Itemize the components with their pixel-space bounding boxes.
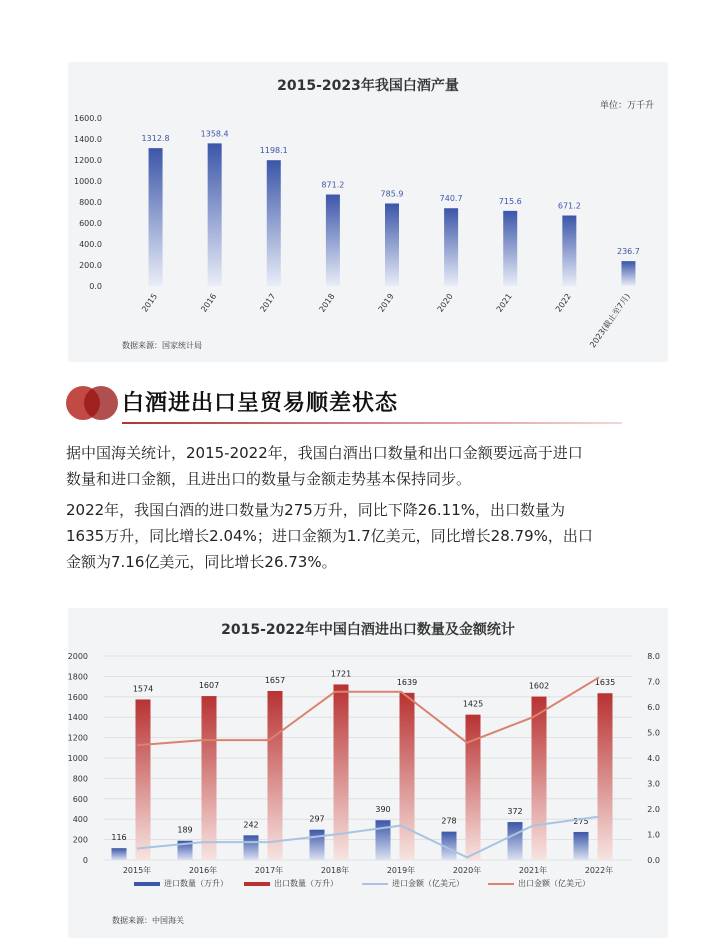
y-tick-label: 1600.0 [74,114,102,123]
bar-value-label: 785.9 [380,189,404,199]
import-qty-label: 275 [573,816,589,826]
y-tick-label: 800.0 [79,198,102,207]
bar-value-label: 740.7 [439,194,463,204]
production-bar [208,143,222,286]
y2-tick-label: 1.0 [647,830,660,840]
legend-label-export-value: 出口金额（亿美元） [518,879,590,888]
y-tick-label: 1600 [67,692,88,702]
y-tick-label: 1200 [67,733,88,743]
y-tick-label: 200.0 [79,261,102,270]
y-tick-label: 1200.0 [74,156,102,165]
legend-import-qty [134,878,228,889]
production-chart-panel [68,62,668,362]
legend-label-export-qty: 出口数量（万升） [274,879,338,888]
y-tick-label: 0.0 [89,282,102,291]
y-tick-label: 1400 [67,713,88,723]
production-bar [503,211,517,286]
bar-value-label: 1358.4 [200,129,229,139]
y-tick-label: 200 [72,835,88,845]
export-qty-bar [268,691,283,860]
y2-tick-label: 6.0 [647,703,660,712]
bar-value-label: 1312.8 [141,134,170,144]
import-qty-bar [574,832,589,860]
production-bar [385,203,399,286]
y-tick-label: 0 [82,856,88,865]
y-tick-label: 600.0 [79,219,102,228]
production-bar [326,195,340,286]
trade-chart-panel [68,608,668,938]
section-heading [66,382,666,426]
chart2-title: 2015-2022年中国白酒进出口数量及金额统计 [221,622,515,638]
y2-tick-label: 7.0 [647,677,660,687]
chart1-unit: 单位：万千升 [599,101,654,111]
x-tick-label: 2020 [435,291,455,314]
production-bar [621,261,635,286]
paragraph-2-line-1: 2022年，我国白酒的进口数量为275万升，同比下降26.11%，出口数量为 [66,501,566,519]
y-tick-label: 400 [72,815,88,825]
x-tick-label: 2015 [140,291,160,314]
paragraph-2-line-3: 金额为7.16亿美元，同比增长26.73%。 [66,553,337,571]
production-bar [149,148,163,286]
x-tick-label: 2021年 [518,866,548,875]
export-qty-label: 1721 [330,669,352,679]
x-tick-label: 2016 [199,291,219,314]
import-qty-bar [508,822,523,860]
heading-underline [122,422,622,424]
export-qty-bar [532,697,547,860]
production-bar-chart [68,62,668,362]
x-tick-label: 2019年 [386,866,416,875]
export-qty-bar [400,693,415,860]
y2-tick-label: 4.0 [647,754,660,763]
legend-export-qty [244,878,338,889]
y-tick-label: 1800 [67,672,88,682]
paragraph-1-line-2: 数量和进口金额，且进出口的数量与金额走势基本保持同步。 [66,470,472,488]
import-qty-bar [376,820,391,860]
x-tick-label: 2015年 [122,866,152,875]
legend-export-value [488,878,590,889]
x-tick-label: 2023(截止至7月) [588,291,633,350]
x-tick-label: 2018 [317,291,337,314]
import-qty-label: 278 [441,816,457,826]
y2-tick-label: 2.0 [647,805,660,814]
export-qty-label: 1639 [396,677,418,687]
export-qty-label: 1425 [462,699,484,709]
production-bar [562,216,576,286]
chart2-source: 数据来源：中国海关 [112,916,184,925]
import-qty-label: 116 [111,833,127,843]
y2-tick-label: 5.0 [647,728,660,738]
paragraph-1-line-1: 据中国海关统计，2015-2022年，我国白酒出口数量和出口金额要远高于进口 [66,444,583,462]
export-qty-bar [202,696,217,860]
y-tick-label: 1000.0 [74,177,102,186]
y2-tick-label: 3.0 [647,779,660,789]
section-title: 白酒进出口呈贸易顺差状态 [122,391,399,416]
x-tick-label: 2021 [494,291,514,314]
x-tick-label: 2016年 [188,866,218,875]
x-tick-label: 2017年 [254,866,284,875]
x-tick-label: 2022年 [584,866,614,875]
paragraph-2-line-2: 1635万升，同比增长2.04%；进口金额为1.7亿美元，同比增长28.79%，出口 [66,527,593,545]
y-tick-label: 1000 [67,754,88,763]
x-tick-label: 2020年 [452,866,482,875]
production-bar [267,160,281,286]
import-qty-label: 189 [177,825,193,835]
import-qty-label: 390 [375,805,391,815]
legend-import-value [362,878,464,889]
paragraph-2 [66,497,666,575]
export-qty-bar [598,693,613,860]
bar-value-label: 715.6 [498,196,522,206]
legend-swatch-export-value [488,883,514,885]
export-qty-label: 1602 [528,681,550,691]
y-tick-label: 600 [72,794,88,804]
import-qty-bar [310,830,325,860]
paragraph-1 [66,440,666,492]
export-qty-label: 1635 [594,678,616,688]
x-tick-label: 2018年 [320,866,350,875]
import-qty-bar [112,848,127,860]
import-qty-label: 297 [309,814,325,824]
export-qty-label: 1574 [132,684,154,694]
y2-tick-label: 0.0 [647,856,660,865]
x-tick-label: 2019 [376,291,396,314]
y-tick-label: 400.0 [79,240,102,249]
production-bar [444,208,458,286]
import-qty-label: 372 [507,807,523,817]
y-tick-label: 800 [72,774,88,784]
legend-swatch-export-qty [244,882,270,886]
x-tick-label: 2017 [258,291,278,314]
export-qty-bar [466,715,481,860]
chart1-title: 2015-2023年我国白酒产量 [277,78,459,94]
bar-value-label: 236.7 [616,247,640,257]
legend-swatch-import-qty [134,882,160,886]
bar-value-label: 671.2 [557,201,581,211]
chart1-source: 数据来源：国家统计局 [122,341,202,350]
export-qty-bar [136,699,151,860]
x-tick-label: 2022 [553,291,573,314]
y-tick-label: 1400.0 [74,135,102,144]
import-qty-bar [244,835,259,860]
import-qty-label: 242 [243,820,259,830]
y2-tick-label: 8.0 [647,652,660,661]
legend-swatch-import-value [362,883,388,885]
export-qty-label: 1657 [264,675,286,685]
heading-circle-right [84,386,118,420]
bar-value-label: 871.2 [321,180,345,190]
legend-label-import-value: 进口金额（亿美元） [392,879,464,888]
y-tick-label: 2000 [67,652,88,661]
export-qty-label: 1607 [198,681,220,691]
legend-label-import-qty: 进口数量（万升） [164,879,228,888]
bar-value-label: 1198.1 [259,146,288,156]
